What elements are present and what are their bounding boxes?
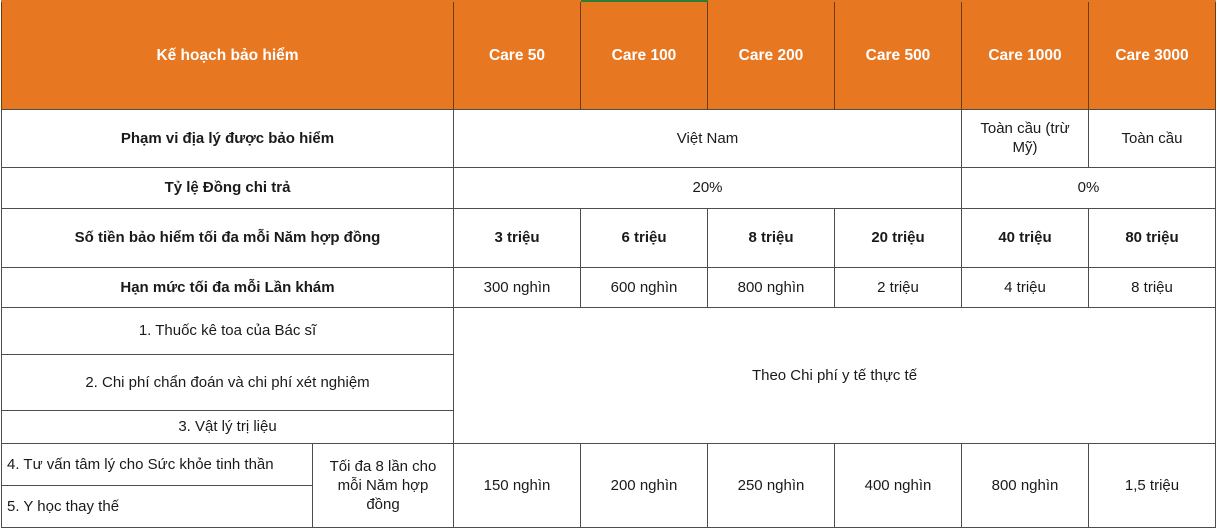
copay-label: Tỷ lệ Đồng chi trả (2, 167, 454, 208)
psych-care-50: 150 nghìn (454, 443, 581, 527)
benefit-item-5: 5. Y học thay thế (2, 485, 313, 527)
psych-care-100: 200 nghìn (581, 443, 708, 527)
geo-care-3000-cell: Toàn cầu (1089, 109, 1216, 167)
benefit-item-3: 3. Vật lý trị liệu (2, 410, 454, 443)
header-row (2, 1, 1216, 109)
annual-max-label: Số tiền bảo hiểm tối đa mỗi Năm hợp đồng (2, 208, 454, 267)
benefit-item-1: 1. Thuốc kê toa của Bác sĩ (2, 307, 454, 354)
visit-max-care-1000: 4 triệu (962, 267, 1089, 307)
annual-max-row (2, 208, 1216, 267)
plan-header-care-50: Care 50 (454, 1, 581, 109)
annual-max-care-3000: 80 triệu (1089, 208, 1216, 267)
psych-care-500: 400 nghìn (835, 443, 962, 527)
annual-max-care-1000: 40 triệu (962, 208, 1089, 267)
geo-label: Phạm vi địa lý được bảo hiểm (2, 109, 454, 167)
benefit-merged-value: Theo Chi phí y tế thực tế (454, 307, 1216, 443)
plan-header-care-200: Care 200 (708, 1, 835, 109)
annual-max-care-500: 20 triệu (835, 208, 962, 267)
geo-care-1000-cell (962, 109, 1089, 167)
annual-max-care-200: 8 triệu (708, 208, 835, 267)
visit-max-row (2, 267, 1216, 307)
copay-high-cell: 0% (962, 167, 1216, 208)
visit-max-care-50: 300 nghìn (454, 267, 581, 307)
plan-header-care-3000: Care 3000 (1089, 1, 1216, 109)
annual-max-care-100: 6 triệu (581, 208, 708, 267)
benefit-item-4: 4. Tư vấn tâm lý cho Sức khỏe tinh thần (2, 443, 313, 485)
visit-max-care-100: 600 nghìn (581, 267, 708, 307)
geo-vietnam-cell: Việt Nam (454, 109, 962, 167)
insurance-plan-table (1, 0, 1216, 528)
copay-row (2, 167, 1216, 208)
visit-max-care-200: 800 nghìn (708, 267, 835, 307)
visit-max-care-3000: 8 triệu (1089, 267, 1216, 307)
benefit-row-1 (2, 307, 1216, 354)
annual-max-care-50: 3 triệu (454, 208, 581, 267)
plan-header-label: Kế hoạch bảo hiểm (2, 1, 454, 109)
psych-limit-cell (313, 443, 454, 527)
psych-care-3000: 1,5 triệu (1089, 443, 1216, 527)
plan-header-care-1000: Care 1000 (962, 1, 1089, 109)
psych-care-200: 250 nghìn (708, 443, 835, 527)
psych-care-1000: 800 nghìn (962, 443, 1089, 527)
geo-row (2, 109, 1216, 167)
benefit-item-2: 2. Chi phí chẩn đoán và chi phí xét nghiệm (2, 354, 454, 410)
copay-low-cell: 20% (454, 167, 962, 208)
psych-row-4 (2, 443, 1216, 485)
visit-max-label: Hạn mức tối đa mỗi Lần khám (2, 267, 454, 307)
plan-header-care-500: Care 500 (835, 1, 962, 109)
visit-max-care-500: 2 triệu (835, 267, 962, 307)
psych-limit-text: Tối đa 8 lần cho mỗi Năm hợp đồng (329, 457, 437, 513)
geo-care-1000-text: Toàn cầu (trừ Mỹ) (980, 120, 1070, 156)
plan-header-care-100: Care 100 (581, 1, 708, 109)
